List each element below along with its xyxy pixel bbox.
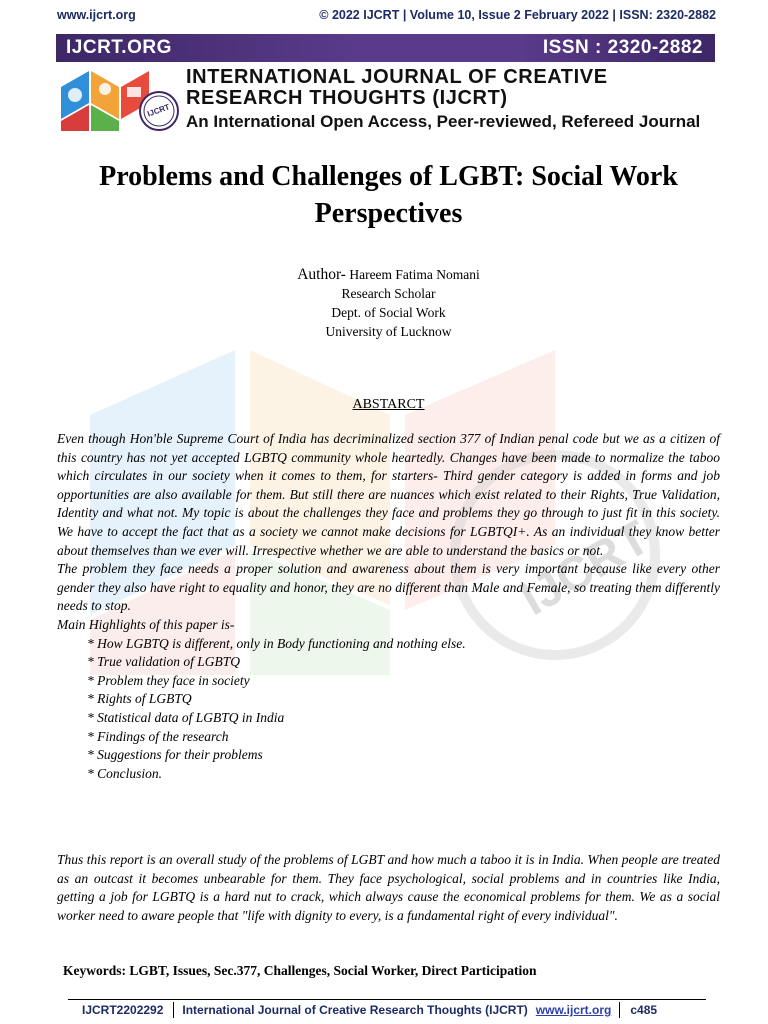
list-item: * Problem they face in society xyxy=(87,672,250,688)
footer-url-link[interactable]: www.ijcrt.org xyxy=(535,1003,612,1017)
keywords-line: Keywords: LGBT, Issues, Sec.377, Challenges, Social Worker, Direct Participation xyxy=(63,963,537,978)
running-header xyxy=(57,6,716,24)
abstract-paragraph-2: The problem they face needs a proper solution and awareness about them is very important because like every other gender they also have right to equality and honor, they are no different than Male and Female, so treating them differently needs to stop. xyxy=(57,561,720,614)
logo-seal-text: IJCRT xyxy=(146,102,171,119)
abstract-paragraph-1: Even though Hon'ble Supreme Court of India has decriminalized section 377 of Indian penal code but we as a citizen of this country has not yet accepted LGBTQ community whole heartedly. Changes have been made to normalize the taboo which circulates in our society when it comes to them, for starters- Third gender category is added in forms and job opportunities are also available for them. But still there are nuances which exist related to their Rights, True Validation, Identity and what not. My topic is about the challenges they face and problems they go through to just fit in this society. We have to accept the fact that as a society we cannot make decisions for LGBTQI+. As an individual they know better about themselves than we ever will. Irrespective whether we are able to understand the basics or not. xyxy=(57,431,720,558)
site-link[interactable]: www.ijcrt.org xyxy=(57,8,136,22)
watermark-text: IJCRT xyxy=(511,510,659,627)
journal-title xyxy=(186,67,726,134)
journal-title-line1: INTERNATIONAL JOURNAL OF CREATIVE xyxy=(186,66,608,88)
list-item: * True validation of LGBTQ xyxy=(87,654,241,670)
list-item: * Conclusion. xyxy=(87,765,163,781)
highlights-intro: Main Highlights of this paper is- xyxy=(57,616,235,632)
author-block xyxy=(57,265,720,341)
journal-tagline: An International Open Access, Peer-reviewed, Refereed Journal xyxy=(186,112,701,131)
banner-issn: ISSN : 2320-2882 xyxy=(542,37,703,58)
list-item: * Rights of LGBTQ xyxy=(87,691,192,707)
list-item: * Findings of the research xyxy=(87,728,229,744)
author-prefix: Author- xyxy=(297,266,346,283)
paper-title: Problems and Challenges of LGBT: Social Work Perspectives xyxy=(99,161,678,229)
journal-title-line2: RESEARCH THOUGHTS (IJCRT) xyxy=(186,87,508,109)
author-university: University of Lucknow xyxy=(325,324,452,339)
list-item: * How LGBTQ is different, only in Body functioning and nothing else. xyxy=(87,635,466,651)
page-footer xyxy=(68,999,706,1020)
list-item: * Suggestions for their problems xyxy=(87,747,263,763)
author-role: Research Scholar xyxy=(341,286,436,301)
summary-paragraph: Thus this report is an overall study of the problems of LGBT and how much a taboo it is in India. When people are treated as an outcast it becomes unbearable for them. They face psychological, social problems and in countries like India, getting a job for LGBTQ is a hard nut to crack, which always cause the economical problems for them. We as a social worker need to aware people that "life with dignity to every, is a fundamental right of every individual". xyxy=(57,852,720,923)
journal-banner xyxy=(56,34,715,62)
journal-logo xyxy=(57,67,183,133)
banner-org: IJCRT.ORG xyxy=(66,37,172,58)
author-dept: Dept. of Social Work xyxy=(331,305,446,320)
footer-paper-id: IJCRT2202292 xyxy=(82,1003,164,1017)
list-item: * Statistical data of LGBTQ in India xyxy=(87,709,285,725)
abstract-body xyxy=(57,430,720,783)
citation-line: © 2022 IJCRT | Volume 10, Issue 2 February 2022 | ISSN: 2320-2882 xyxy=(319,8,716,22)
abstract-heading: ABSTARCT xyxy=(352,397,425,412)
highlights-list xyxy=(57,635,720,784)
author-name: Hareem Fatima Nomani xyxy=(349,267,480,282)
footer-journal: International Journal of Creative Research Thoughts (IJCRT) xyxy=(182,1003,528,1017)
footer-page-number: c485 xyxy=(630,1003,658,1017)
